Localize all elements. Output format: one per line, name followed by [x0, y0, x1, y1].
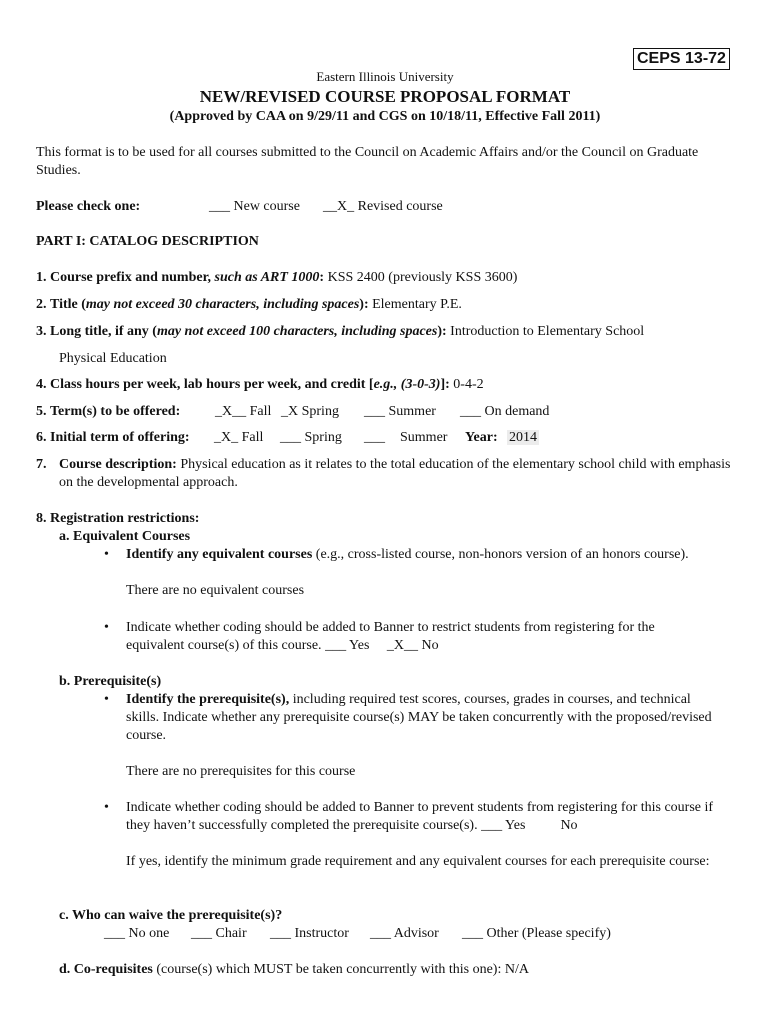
item-class-hours — [36, 376, 484, 394]
item-hint: such as ART 1000 — [214, 270, 320, 285]
item-colon: : — [319, 270, 325, 285]
prompt-bold: Identify any equivalent courses — [126, 547, 313, 562]
part1-heading: PART I: CATALOG DESCRIPTION — [36, 234, 259, 249]
approval-line: (Approved by CAA on 9/29/11 and CGS on 10/18/11, Effective Fall 2011) — [169, 109, 601, 124]
form-title: NEW/REVISED COURSE PROPOSAL FORMAT — [199, 87, 571, 106]
item-initial-term — [36, 429, 190, 447]
equivalent-courses-answer: There are no equivalent courses — [126, 583, 305, 598]
item-label: Long title, if any ( — [50, 324, 157, 339]
item-close: ): — [359, 297, 369, 312]
course-prefix-value: KSS 2400 (previously KSS 3600) — [327, 270, 518, 285]
bullet-icon: • — [104, 620, 109, 635]
section-d-corequisites — [59, 961, 529, 979]
section-d-heading: d. Co-requisites — [59, 962, 153, 977]
item-course-prefix — [36, 269, 517, 287]
term-fall-option[interactable]: _X__ Fall — [215, 404, 272, 419]
waive-instructor-option[interactable]: ___ Instructor — [270, 926, 349, 941]
prerequisite-coding-prompt — [126, 799, 716, 835]
prompt-rest: (e.g., cross-listed course, non-honors version of an honors course). — [315, 547, 689, 562]
item-label: Course description: — [59, 457, 177, 472]
bullet-icon: • — [104, 547, 109, 562]
initial-summer-blank[interactable]: ___ — [364, 430, 385, 445]
course-description-value: Physical education as it relates to the total education of the elementary school child with emphasis on the developmental approach. — [59, 457, 731, 490]
equivalent-courses-prompt — [126, 546, 689, 564]
item-number: 4. — [36, 377, 47, 392]
item-hint: may not exceed 100 characters, including spaces — [156, 324, 438, 339]
revised-course-option[interactable]: __X_ Revised course — [323, 199, 443, 214]
item-number: 6. — [36, 430, 47, 445]
item-hint: e.g., (3-0-3) — [373, 377, 441, 392]
waive-chair-option[interactable]: ___ Chair — [191, 926, 247, 941]
prerequisites-answer: There are no prerequisites for this course — [126, 764, 356, 779]
form-id-stamp: CEPS 13-72 — [633, 48, 730, 70]
item-label: Title ( — [50, 297, 86, 312]
item-number: 2. — [36, 297, 47, 312]
check-one-label: Please check one: — [36, 199, 141, 214]
year-value: 2014 — [509, 430, 537, 445]
prompt-text: Indicate whether coding should be added to Banner to restrict students from registering for the equivalent course(s) of this course. — [126, 620, 655, 653]
item-close: ): — [437, 324, 447, 339]
prompt-rest: including required test scores, courses, grades in courses, and technical skills. Indicate whether any prerequisite course(s) MAY be taken concurrently with the proposed/revised course. — [126, 692, 712, 743]
term-on-demand-option[interactable]: ___ On demand — [460, 404, 550, 419]
section-d-rest: (course(s) which MUST be taken concurrently with this one): — [156, 962, 502, 977]
item-number: 7. — [36, 457, 47, 472]
equivalent-coding-yes[interactable]: ___ Yes — [325, 638, 370, 653]
title-value: Elementary P.E. — [372, 297, 462, 312]
section-b-heading: b. Prerequisite(s) — [59, 674, 162, 689]
term-spring-option[interactable]: _X Spring — [281, 404, 339, 419]
waive-advisor-option[interactable]: ___ Advisor — [370, 926, 439, 941]
initial-summer-label: Summer — [400, 430, 448, 445]
equivalent-coding-no[interactable]: _X__ No — [386, 638, 439, 653]
item-label: Term(s) to be offered: — [50, 404, 181, 419]
section-a-heading: a. Equivalent Courses — [59, 529, 191, 544]
prerequisites-prompt — [126, 691, 718, 745]
prerequisite-coding-yes[interactable]: ___ Yes — [481, 818, 526, 833]
item-registration-restrictions — [36, 510, 199, 528]
initial-spring-option[interactable]: ___ Spring — [280, 430, 342, 445]
item-course-description — [59, 456, 734, 492]
corequisites-value: N/A — [504, 962, 529, 977]
waive-no-one-option[interactable]: ___ No one — [104, 926, 170, 941]
prerequisite-followup: If yes, identify the minimum grade requirement and any equivalent courses for each prerequisite course: — [126, 854, 710, 869]
item-hint: may not exceed 30 characters, including spaces — [85, 297, 360, 312]
item-number: 8. — [36, 511, 47, 526]
item-title — [36, 296, 462, 314]
class-hours-value: 0-4-2 — [453, 377, 484, 392]
item-terms-offered — [36, 403, 180, 421]
item-label: Course prefix and number, — [50, 270, 212, 285]
year-field[interactable] — [507, 429, 539, 447]
initial-fall-option[interactable]: _X_ Fall — [214, 430, 264, 445]
prompt-text: Indicate whether coding should be added to Banner to prevent students from registering for this course if they haven’t successfully completed the prerequisite course(s). — [126, 800, 714, 833]
year-label: Year: — [465, 430, 498, 445]
item-label: Class hours per week, lab hours per week, and credit [ — [50, 377, 374, 392]
item-label: Registration restrictions: — [50, 511, 200, 526]
prompt-bold: Identify the prerequisite(s), — [126, 692, 290, 707]
bullet-icon: • — [104, 692, 109, 707]
long-title-value-line2: Physical Education — [59, 351, 167, 366]
item-label: Initial term of offering: — [50, 430, 190, 445]
item-close: ]: — [440, 377, 450, 392]
item-long-title — [36, 323, 644, 341]
term-summer-option[interactable]: ___ Summer — [364, 404, 436, 419]
prerequisite-coding-no[interactable]: No — [560, 818, 578, 833]
new-course-option[interactable]: ___ New course — [209, 199, 300, 214]
item-number: 3. — [36, 324, 47, 339]
waive-other-option[interactable]: ___ Other (Please specify) — [462, 926, 611, 941]
section-c-heading: c. Who can waive the prerequisite(s)? — [59, 908, 283, 923]
item-number: 5. — [36, 404, 47, 419]
equivalent-coding-prompt — [126, 619, 716, 655]
item-number: 1. — [36, 270, 47, 285]
long-title-value-line1: Introduction to Elementary School — [450, 324, 645, 339]
institution-name: Eastern Illinois University — [316, 69, 454, 84]
bullet-icon: • — [104, 800, 109, 815]
intro-paragraph: This format is to be used for all courses submitted to the Council on Academic Affairs and/or the Council on Graduate Studies. — [36, 145, 699, 178]
